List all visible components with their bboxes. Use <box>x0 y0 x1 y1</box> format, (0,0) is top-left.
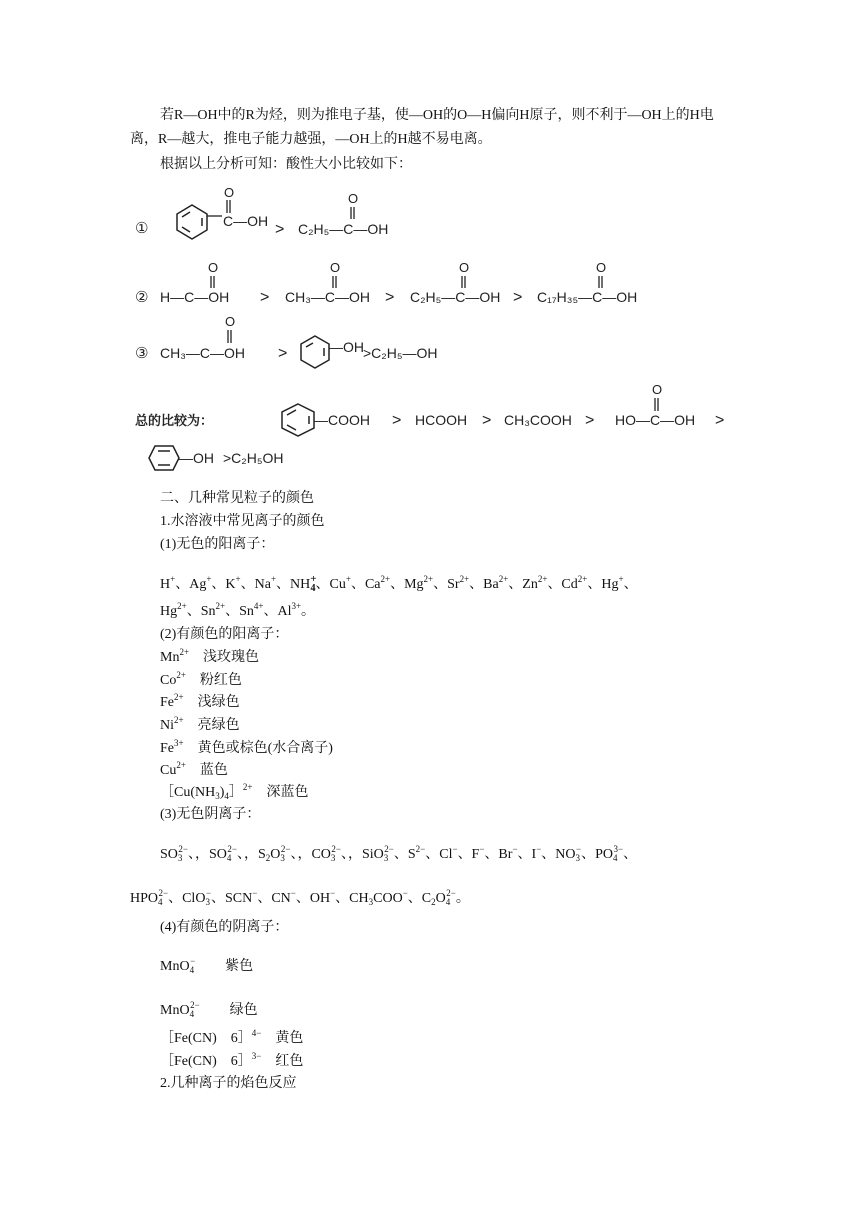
summary-gt-2: > <box>482 412 492 429</box>
row1-oxygen-2: O <box>348 191 359 206</box>
summary-gt-4: > <box>715 412 725 429</box>
colorless-anions-line-1: $SO_3^{2-}$、，$SO_4^{2-}$、，$S_2O_3^{2-}$、，$CO_3^{2-}$、，SiO$_3^{2-}$、$S^{2-}$、Cl−、F−、Br−、I−、$NO_3^-$、$PO_4^{3-}$、 <box>160 844 638 863</box>
phenol-ring-icon <box>301 336 329 368</box>
row3-acid1: CH₃—C—OH <box>160 345 246 361</box>
colored-cation-cu-nh3: $[Cu(NH_3)_4]^{2+}$ 深蓝色 <box>160 782 309 801</box>
section-title: 二、几种常见粒子的颜色 <box>160 491 314 506</box>
row2-acid1: H—C—OH <box>160 289 230 305</box>
colorless-anions-line-2: $HPO_4^{2-}$、ClO$_3$−、SCN−、CN−、OH−、$CH_3COO^-$、$C_2O_4^{2-}$。 <box>130 888 470 907</box>
colored-anion-fecn3: ［Fe(CN) 6］$^{3-}$ 红色 <box>160 1051 304 1069</box>
colorless-cations-heading: (1)无色的阳离子： <box>160 537 275 552</box>
colored-cation-fe2: $Fe^{2+}$ 浅绿色 <box>160 692 240 710</box>
summary-oxygen: O <box>652 382 663 397</box>
colored-cation-cu: $Cu^{2+}$ 蓝色 <box>160 760 228 778</box>
colored-anion-fecn4: ［Fe(CN) 6］$^{4-}$ 黄色 <box>160 1028 304 1046</box>
row2-number: ② <box>135 289 149 306</box>
colorless-anions-heading: (3)无色阴离子： <box>160 807 261 822</box>
summary-ethanol: >C₂H₅OH <box>223 450 284 466</box>
summary-acetic: CH₃COOH <box>504 412 572 428</box>
row2-gt-1: > <box>260 289 270 306</box>
row2-acid4: C₁₇H₃₅—C—OH <box>537 289 638 305</box>
row2-oxygen-2: O <box>330 260 341 275</box>
row3-number: ③ <box>135 345 149 362</box>
summary-gt-1: > <box>392 412 402 429</box>
summary-label: 总的比较为： <box>135 413 214 428</box>
subsection-1-title: 1.水溶液中常见离子的颜色 <box>160 514 325 529</box>
intro-conclusion: 根据以上分析可知：酸性大小比较如下： <box>160 157 412 172</box>
row1-acid2: C₂H₅—C—OH <box>298 221 389 237</box>
colored-cation-ni: $Ni^{2+}$ 亮绿色 <box>160 715 240 733</box>
acidity-comparison-figure <box>130 180 740 480</box>
summary-carbonic: HO—C—OH <box>615 412 696 428</box>
row2-oxygen-1: O <box>208 260 219 275</box>
colored-anion-mno4: MnO$_4$− 紫色 <box>160 956 254 975</box>
intro-paragraph: 若R—OH中的R为烃，则为推电子基，使—OH的O—H偏向H原子，则不利于—OH上的H电离，R—越大，推电子能力越强，—OH上的H越不易电离。 <box>130 108 714 147</box>
row2-acid3: C₂H₅—C—OH <box>410 289 501 305</box>
row1-acid1-group: C—OH <box>223 213 269 229</box>
colored-cation-fe3: $Fe^{3+}$ 黄色或棕色(水合离子) <box>160 738 333 756</box>
colorless-cations-line-2: $Hg^{2+}$、$Sn^{2+}$、$Sn^{4+}$、$Al^{3+}$。 <box>160 601 316 619</box>
row2-oxygen-4: O <box>596 260 607 275</box>
colored-cations-heading: (2)有颜色的阳离子： <box>160 627 289 642</box>
row2-gt-2: > <box>385 289 395 306</box>
summary-formic: HCOOH <box>415 412 468 428</box>
row3-ethanol: >C₂H₅—OH <box>363 345 438 361</box>
row1-number: ① <box>135 220 149 237</box>
row2-gt-3: > <box>513 289 523 306</box>
row1-oxygen-1: O <box>224 185 235 200</box>
subsection-2-title: 2.几种离子的焰色反应 <box>160 1076 297 1091</box>
row2-acid2: CH₃—C—OH <box>285 289 371 305</box>
colorless-cations-line-1: H+、Ag+、K+、Na+、$NH^+_4$、Cu+、$Ca^{2+}$、$Mg^{2+}$、$Sr^{2+}$、$Ba^{2+}$、$Zn^{2+}$、$Cd^{2+}$、Hg+、 <box>160 573 638 594</box>
row3-oxygen: O <box>225 314 236 329</box>
summary-gt-3: > <box>585 412 595 429</box>
benzene-ring-icon <box>177 205 207 239</box>
summary-benzoic: —COOH <box>314 412 370 428</box>
summary-phenol: —OH <box>179 450 214 466</box>
summary-phenol-ring-icon <box>149 446 179 470</box>
row3-gt: > <box>278 345 288 362</box>
colored-anion-mno4-2: MnO$_4^{2-}$ 绿色 <box>160 1000 258 1019</box>
row2-oxygen-3: O <box>459 260 470 275</box>
colored-cation-mn: $Mn^{2+}$ 浅玫瑰色 <box>160 647 260 665</box>
colored-anions-heading: (4)有颜色的阴离子： <box>160 920 289 935</box>
colored-cation-co: $Co^{2+}$ 粉红色 <box>160 670 242 688</box>
row1-gt: > <box>275 221 285 238</box>
row3-phenol-oh: —OH <box>329 339 364 355</box>
acidity-structures-svg <box>130 180 740 480</box>
benzoic-ring-icon <box>282 404 314 436</box>
